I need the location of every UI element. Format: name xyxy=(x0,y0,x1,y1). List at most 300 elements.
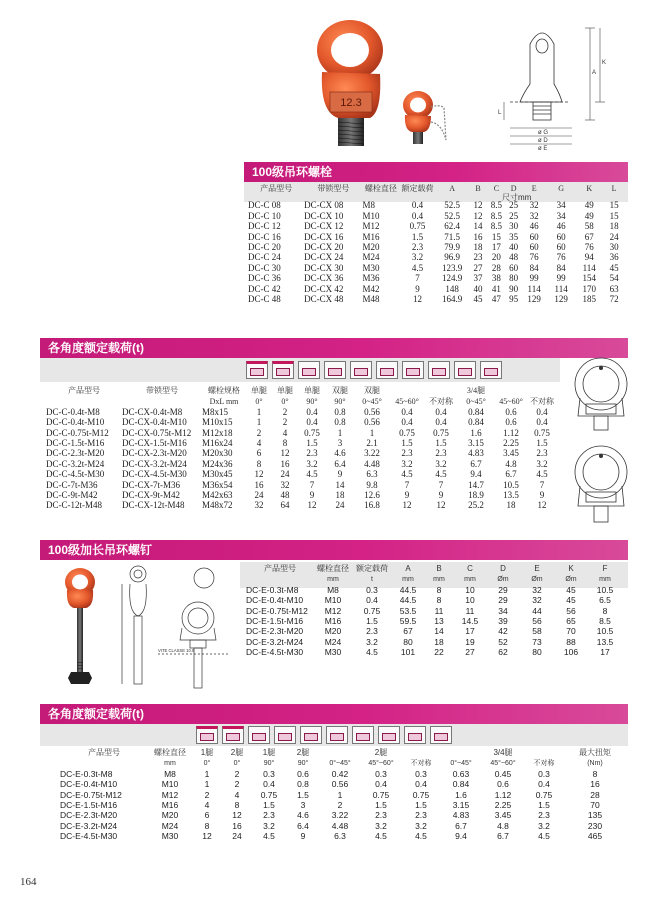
header-cell: 0° xyxy=(255,396,263,406)
header-cell: 0° xyxy=(281,396,289,406)
table-cell: M16 xyxy=(362,231,380,242)
table-cell: DC-CX 48 xyxy=(304,294,344,305)
table-cell: 2 xyxy=(337,800,343,810)
table-cell: 36 xyxy=(609,252,619,263)
table-cell: 22 xyxy=(434,647,444,658)
table-cell: DC-C 36 xyxy=(248,273,281,284)
header-cell: 螺栓直径 xyxy=(317,564,349,574)
table-cell: DC-C 12 xyxy=(248,221,281,232)
header-cell: 90° xyxy=(334,396,346,406)
table-cell: 67 xyxy=(584,231,594,242)
table-cell: DC-E-2.3t-M20 xyxy=(246,626,304,637)
table-cell: 0.6 xyxy=(497,779,509,790)
table-row xyxy=(248,263,626,273)
table-cell: 42 xyxy=(498,626,508,637)
table-cell: 6.7 xyxy=(505,469,517,480)
table-cell: M20 xyxy=(324,626,342,637)
table-cell: 24 xyxy=(254,490,264,501)
table-cell: 84 xyxy=(529,262,539,273)
two-leg-asym-icon xyxy=(352,726,374,744)
table-cell: DC-CX-3.2t-M24 xyxy=(122,458,187,469)
section2-banner: 各角度额定载荷(t) xyxy=(40,338,628,358)
table-cell: DC-CX 30 xyxy=(304,262,344,273)
one-leg-0-icon xyxy=(196,726,218,744)
table-cell: 67 xyxy=(403,626,413,637)
table-cell: M36 xyxy=(362,273,380,284)
table-cell: DC-C 20 xyxy=(248,242,281,253)
table-row xyxy=(46,500,556,510)
table-cell: 8.5 xyxy=(490,210,502,221)
table-cell: 129 xyxy=(527,294,541,305)
table-cell: M10 xyxy=(324,595,342,606)
table-cell: M10x15 xyxy=(202,417,233,428)
table-cell: 0.8 xyxy=(297,779,309,790)
table-cell: 79.9 xyxy=(444,242,460,253)
table-cell: 0.56 xyxy=(331,779,349,790)
section4-header-row-2 xyxy=(60,758,626,768)
table-cell: 45 xyxy=(566,584,576,595)
header-cell: 产品型号 xyxy=(264,564,296,574)
svg-text:K: K xyxy=(602,60,607,66)
table-cell: 3.2 xyxy=(263,820,275,831)
table-cell: 44.5 xyxy=(399,584,417,595)
section2-header-row-1 xyxy=(46,386,556,396)
table-cell: 0.8 xyxy=(334,406,346,417)
header-cell: 45°~60° xyxy=(490,760,516,768)
header-cell: 双腿 xyxy=(364,386,380,396)
table-cell: 465 xyxy=(587,831,603,842)
table-cell: 4.8 xyxy=(497,820,509,831)
header-cell xyxy=(524,748,564,758)
table-cell: 18 xyxy=(506,500,516,511)
table-cell: 12.6 xyxy=(364,490,380,501)
table-cell: 3 xyxy=(300,800,306,810)
table-cell: 2 xyxy=(234,768,240,779)
table-cell: 17 xyxy=(600,647,610,658)
table-row xyxy=(246,637,622,647)
table-cell: 3.2 xyxy=(435,458,447,469)
header-cell: 螺栓直径 xyxy=(364,184,397,194)
table-cell: 2.3 xyxy=(401,448,413,459)
table-cell: 99 xyxy=(529,273,539,284)
table-cell: 148 xyxy=(445,283,459,294)
table-cell: 2 xyxy=(204,789,210,800)
header-cell: 0° xyxy=(203,760,211,768)
table-cell: M12x18 xyxy=(202,427,233,438)
header-cell xyxy=(402,748,440,758)
table-cell: 90 xyxy=(509,283,519,294)
table-row xyxy=(60,779,626,789)
table-cell: 4.5 xyxy=(536,469,548,480)
table-cell: 129 xyxy=(554,294,568,305)
three-four-leg-0-45-icon xyxy=(378,726,400,744)
table-cell: 64 xyxy=(280,500,290,511)
table-cell: 4.5 xyxy=(306,469,318,480)
header-cell xyxy=(46,396,122,406)
table-cell: 62.4 xyxy=(444,221,460,232)
section4-sling-icons xyxy=(196,726,452,744)
header-cell xyxy=(424,386,458,396)
header-cell: 2腿 xyxy=(374,748,388,758)
table-cell: 154 xyxy=(582,273,596,284)
table-cell: 1 xyxy=(337,789,343,800)
table-row xyxy=(248,200,626,210)
table-cell: 0.3 xyxy=(538,768,550,779)
table-cell: DC-E-0.3t-M8 xyxy=(60,768,113,779)
table-cell: 10 xyxy=(465,584,475,595)
table-cell: 34 xyxy=(556,200,566,211)
table-cell: 3.2 xyxy=(401,458,413,469)
table-cell: 4 xyxy=(234,789,240,800)
table-row xyxy=(248,242,626,252)
table-cell: DC-E-0.4t-M10 xyxy=(246,595,304,606)
table-cell: 13 xyxy=(434,616,444,626)
table-cell: 3.45 xyxy=(494,810,512,821)
table-cell: M42 xyxy=(362,283,380,294)
table-cell: 16 xyxy=(590,779,600,790)
table-cell: 0.6 xyxy=(297,768,309,779)
table-cell: 95 xyxy=(509,294,519,305)
table-cell: M24 xyxy=(161,820,179,831)
header-cell: 单腿 xyxy=(251,386,267,396)
header-cell: 2腿 xyxy=(230,748,244,758)
table-cell: 29 xyxy=(498,584,508,595)
table-cell: 1.5 xyxy=(375,800,387,810)
header-cell: 螺栓直径 xyxy=(154,748,186,758)
table-cell: 8 xyxy=(436,595,442,606)
table-cell: 47 xyxy=(491,294,501,305)
table-cell: 44 xyxy=(532,605,542,616)
section1-size-unit: 尺寸mm xyxy=(502,193,532,202)
table-cell: 7 xyxy=(404,479,410,490)
double-leg-asym-icon xyxy=(402,361,424,379)
table-cell: DC-C 08 xyxy=(248,200,281,211)
table-cell: 38 xyxy=(491,273,501,284)
table-cell: 3.2 xyxy=(538,820,550,831)
table-cell: 3.15 xyxy=(452,800,470,810)
table-cell: DC-E-3.2t-M24 xyxy=(246,636,304,647)
table-cell: 60 xyxy=(529,242,539,253)
table-cell: 4.5 xyxy=(263,831,275,842)
table-row xyxy=(248,273,626,283)
table-cell: M24x36 xyxy=(202,458,233,469)
header-cell: 45°~60° xyxy=(368,760,394,768)
table-cell: 0.4 xyxy=(435,417,447,428)
table-cell: 1 xyxy=(256,417,262,428)
table-cell: 4.5 xyxy=(366,647,378,658)
table-cell: DC-CX-7t-M36 xyxy=(122,479,180,490)
table-cell: 1.5 xyxy=(306,438,318,448)
table-cell: 8 xyxy=(436,584,442,595)
table-cell: DC-E-0.3t-M8 xyxy=(246,584,299,595)
table-cell: 1.5 xyxy=(536,438,548,448)
table-cell: DC-CX 10 xyxy=(304,210,344,221)
table-cell: 60 xyxy=(509,262,519,273)
table-cell: 12 xyxy=(402,500,412,511)
header-cell: mm xyxy=(464,576,476,584)
table-cell: DC-C-1.5t-M16 xyxy=(46,438,105,448)
table-cell: M16 xyxy=(161,800,179,810)
table-cell: 27 xyxy=(473,262,483,273)
table-cell: 32 xyxy=(529,210,539,221)
header-cell xyxy=(440,748,482,758)
table-cell: 76 xyxy=(529,252,539,263)
table-cell: 76 xyxy=(584,242,594,253)
table-cell: DC-CX-0.75t-M12 xyxy=(122,427,192,438)
header-cell xyxy=(390,386,424,396)
header-cell: mm xyxy=(327,576,339,584)
table-row xyxy=(246,626,622,636)
table-cell: 6 xyxy=(256,448,262,459)
header-cell: A xyxy=(449,184,455,194)
table-cell: 8 xyxy=(256,458,262,469)
table-cell: 14 xyxy=(335,479,345,490)
table-cell: 0.4 xyxy=(375,779,387,790)
three-four-leg-asym-icon xyxy=(430,726,452,744)
long-eyebolt-photo xyxy=(52,566,108,690)
table-cell: 0.75 xyxy=(260,789,278,800)
table-cell: 34 xyxy=(556,210,566,221)
table-cell: 0.56 xyxy=(364,417,380,428)
three-four-leg-45-60-icon xyxy=(454,361,476,379)
table-row xyxy=(246,585,622,595)
table-cell: 230 xyxy=(587,820,603,831)
header-cell: 90° xyxy=(263,760,275,768)
table-cell: 6.5 xyxy=(599,595,611,606)
table-cell: 2.3 xyxy=(366,626,378,637)
table-cell: 0.75 xyxy=(363,605,381,616)
table-cell: DC-CX 42 xyxy=(304,283,344,294)
table-cell: 28 xyxy=(491,262,501,273)
table-cell: 0.84 xyxy=(452,779,470,790)
table-row xyxy=(60,821,626,831)
table-cell: 4 xyxy=(282,427,288,438)
table-cell: 4.8 xyxy=(505,458,517,469)
table-cell: 12 xyxy=(280,448,290,459)
table-cell: DC-C-4.5t-M30 xyxy=(46,469,105,480)
table-cell: 1.6 xyxy=(470,427,482,438)
table-cell: 4.5 xyxy=(415,831,427,842)
table-cell: 56 xyxy=(566,605,576,616)
header-cell: B xyxy=(475,184,481,194)
table-cell: 52 xyxy=(498,636,508,647)
table-cell: 17 xyxy=(491,242,501,253)
section1-table xyxy=(248,184,626,304)
table-cell: DC-CX-0.4t-M8 xyxy=(122,406,183,417)
page-number: 164 xyxy=(20,876,37,888)
table-cell: 1 xyxy=(369,427,375,438)
table-cell: DC-C 24 xyxy=(248,252,281,263)
table-cell: 2 xyxy=(256,427,262,438)
eyebolt-front-drawing xyxy=(566,356,636,532)
table-cell: 3.2 xyxy=(415,820,427,831)
table-cell: 101 xyxy=(400,647,416,658)
table-cell: 2 xyxy=(234,779,240,790)
header-cell: E xyxy=(534,564,540,574)
table-cell: 17 xyxy=(465,626,475,637)
section3-table xyxy=(246,564,622,658)
two-leg-0-icon xyxy=(222,726,244,744)
header-cell: 不对称 xyxy=(533,760,555,768)
table-cell: 3.2 xyxy=(411,252,424,263)
table-cell: M20 xyxy=(161,810,179,821)
table-cell: 18.9 xyxy=(468,490,484,501)
header-cell: mm xyxy=(164,760,176,768)
header-cell: 螺栓规格 xyxy=(208,386,240,396)
table-cell: 10.5 xyxy=(596,626,614,637)
header-cell: mm xyxy=(599,576,611,584)
table-cell: 30 xyxy=(609,242,619,253)
table-cell: 45 xyxy=(473,294,483,305)
table-cell: 2 xyxy=(282,406,288,417)
table-row xyxy=(60,831,626,841)
table-row xyxy=(248,221,626,231)
table-cell: 12 xyxy=(254,469,264,480)
section4-banner: 各角度额定载荷(t) xyxy=(40,704,628,724)
table-cell: 1 xyxy=(204,779,210,790)
table-cell: 3.45 xyxy=(503,448,519,459)
table-cell: 48 xyxy=(509,252,519,263)
section2-header-row-2 xyxy=(46,396,556,406)
table-cell: 12 xyxy=(202,831,212,842)
header-cell: 90° xyxy=(297,760,309,768)
table-cell: 9 xyxy=(404,490,410,501)
table-cell: 1.5 xyxy=(263,800,275,810)
table-cell: 3 xyxy=(337,438,343,448)
table-cell: 0.84 xyxy=(468,417,484,428)
header-cell xyxy=(494,386,528,396)
table-cell: 80 xyxy=(532,647,542,658)
table-cell: 15 xyxy=(491,231,501,242)
table-cell: DC-C-7t-M36 xyxy=(46,479,98,490)
table-cell: 1.5 xyxy=(538,800,550,810)
table-cell: M24 xyxy=(362,252,380,263)
table-cell: 8 xyxy=(234,800,240,810)
table-cell: M24 xyxy=(324,636,342,647)
table-cell: 23 xyxy=(473,252,483,263)
table-cell: 2 xyxy=(282,417,288,428)
table-cell: 76 xyxy=(556,252,566,263)
table-cell: 0.63 xyxy=(452,768,470,779)
header-cell: C xyxy=(467,564,473,574)
double-leg-45-60-icon xyxy=(376,361,398,379)
table-cell: 1.6 xyxy=(455,789,467,800)
table-cell: 4.5 xyxy=(401,469,413,480)
table-cell: 80 xyxy=(509,273,519,284)
table-cell: 1.5 xyxy=(415,800,427,810)
section4-header-row-1 xyxy=(60,748,626,758)
table-cell: M12 xyxy=(362,221,380,232)
table-cell: 135 xyxy=(587,810,603,821)
table-cell: 40 xyxy=(473,283,483,294)
table-row xyxy=(60,790,626,800)
table-cell: DC-C 10 xyxy=(248,210,281,221)
table-cell: 30 xyxy=(509,221,519,232)
table-cell: M8 xyxy=(362,200,375,211)
table-cell: 45 xyxy=(566,595,576,606)
table-row xyxy=(60,769,626,779)
table-cell: 37 xyxy=(473,273,483,284)
table-cell: 6.7 xyxy=(497,831,509,842)
table-cell: 10 xyxy=(465,595,475,606)
table-cell: 71.5 xyxy=(444,231,460,242)
table-cell: 9 xyxy=(337,469,343,480)
table-cell: 88 xyxy=(566,636,576,647)
table-cell: 9.4 xyxy=(470,469,482,480)
table-row xyxy=(46,490,556,500)
table-row xyxy=(46,417,556,427)
header-cell: 带锁型号 xyxy=(317,184,350,194)
header-cell: 不对称 xyxy=(429,396,453,406)
table-cell: DC-C-9t-M42 xyxy=(46,490,98,501)
table-cell: M8 xyxy=(327,584,339,595)
table-cell: 114 xyxy=(554,283,568,294)
table-cell: 44.5 xyxy=(399,595,417,606)
header-cell xyxy=(528,386,556,396)
table-cell: 0.75 xyxy=(412,789,430,800)
three-four-leg-asym-icon xyxy=(480,361,502,379)
table-cell: 16.8 xyxy=(364,500,380,511)
header-cell: 0°~45° xyxy=(329,760,351,768)
table-cell: 24 xyxy=(609,231,619,242)
table-cell: DC-C-2.3t-M20 xyxy=(46,448,105,459)
table-cell: 35 xyxy=(509,231,519,242)
header-cell: L xyxy=(611,184,617,194)
table-cell: M16 xyxy=(324,616,342,626)
table-cell: 0.56 xyxy=(364,406,380,417)
table-cell: 32 xyxy=(532,595,542,606)
two-leg-0-45-icon xyxy=(300,726,322,744)
table-cell: 2.3 xyxy=(411,242,424,253)
table-cell: 4 xyxy=(204,800,210,810)
table-row xyxy=(248,232,626,242)
table-cell: 2.25 xyxy=(494,800,512,810)
table-cell: 52.5 xyxy=(444,200,460,211)
table-cell: 0.75 xyxy=(304,427,320,438)
table-cell: 0.75 xyxy=(534,427,550,438)
table-row xyxy=(248,294,626,304)
eyebolt-dimension-drawing xyxy=(490,24,615,154)
header-cell: (Nm) xyxy=(587,760,603,768)
table-cell: 6.3 xyxy=(366,469,378,480)
header-cell: Øm xyxy=(565,576,577,584)
table-cell: 1.5 xyxy=(297,789,309,800)
table-cell: 7 xyxy=(539,479,545,490)
table-cell: 0.75 xyxy=(409,221,426,232)
header-cell: G xyxy=(558,184,565,194)
table-cell: 29 xyxy=(498,595,508,606)
table-cell: 4.83 xyxy=(452,810,470,821)
table-cell: 45 xyxy=(609,262,619,273)
table-cell: 25 xyxy=(509,210,519,221)
single-leg-90-icon xyxy=(298,361,320,379)
table-cell: 8 xyxy=(204,820,210,831)
header-cell: 额定载荷 xyxy=(401,184,434,194)
table-cell: 32 xyxy=(254,500,264,511)
table-cell: 12 xyxy=(307,500,317,511)
table-cell: 0.75 xyxy=(399,427,415,438)
table-cell: 46 xyxy=(556,221,566,232)
svg-text:ø E: ø E xyxy=(538,146,548,152)
table-cell: 2.3 xyxy=(415,810,427,821)
table-cell: DC-C 42 xyxy=(248,283,281,294)
table-cell: 4.5 xyxy=(375,831,387,842)
table-cell: DC-CX 08 xyxy=(304,200,344,211)
table-cell: DC-C 30 xyxy=(248,262,281,273)
table-row xyxy=(246,595,622,605)
section1-header-row xyxy=(248,184,626,194)
table-cell: 72 xyxy=(609,294,619,305)
